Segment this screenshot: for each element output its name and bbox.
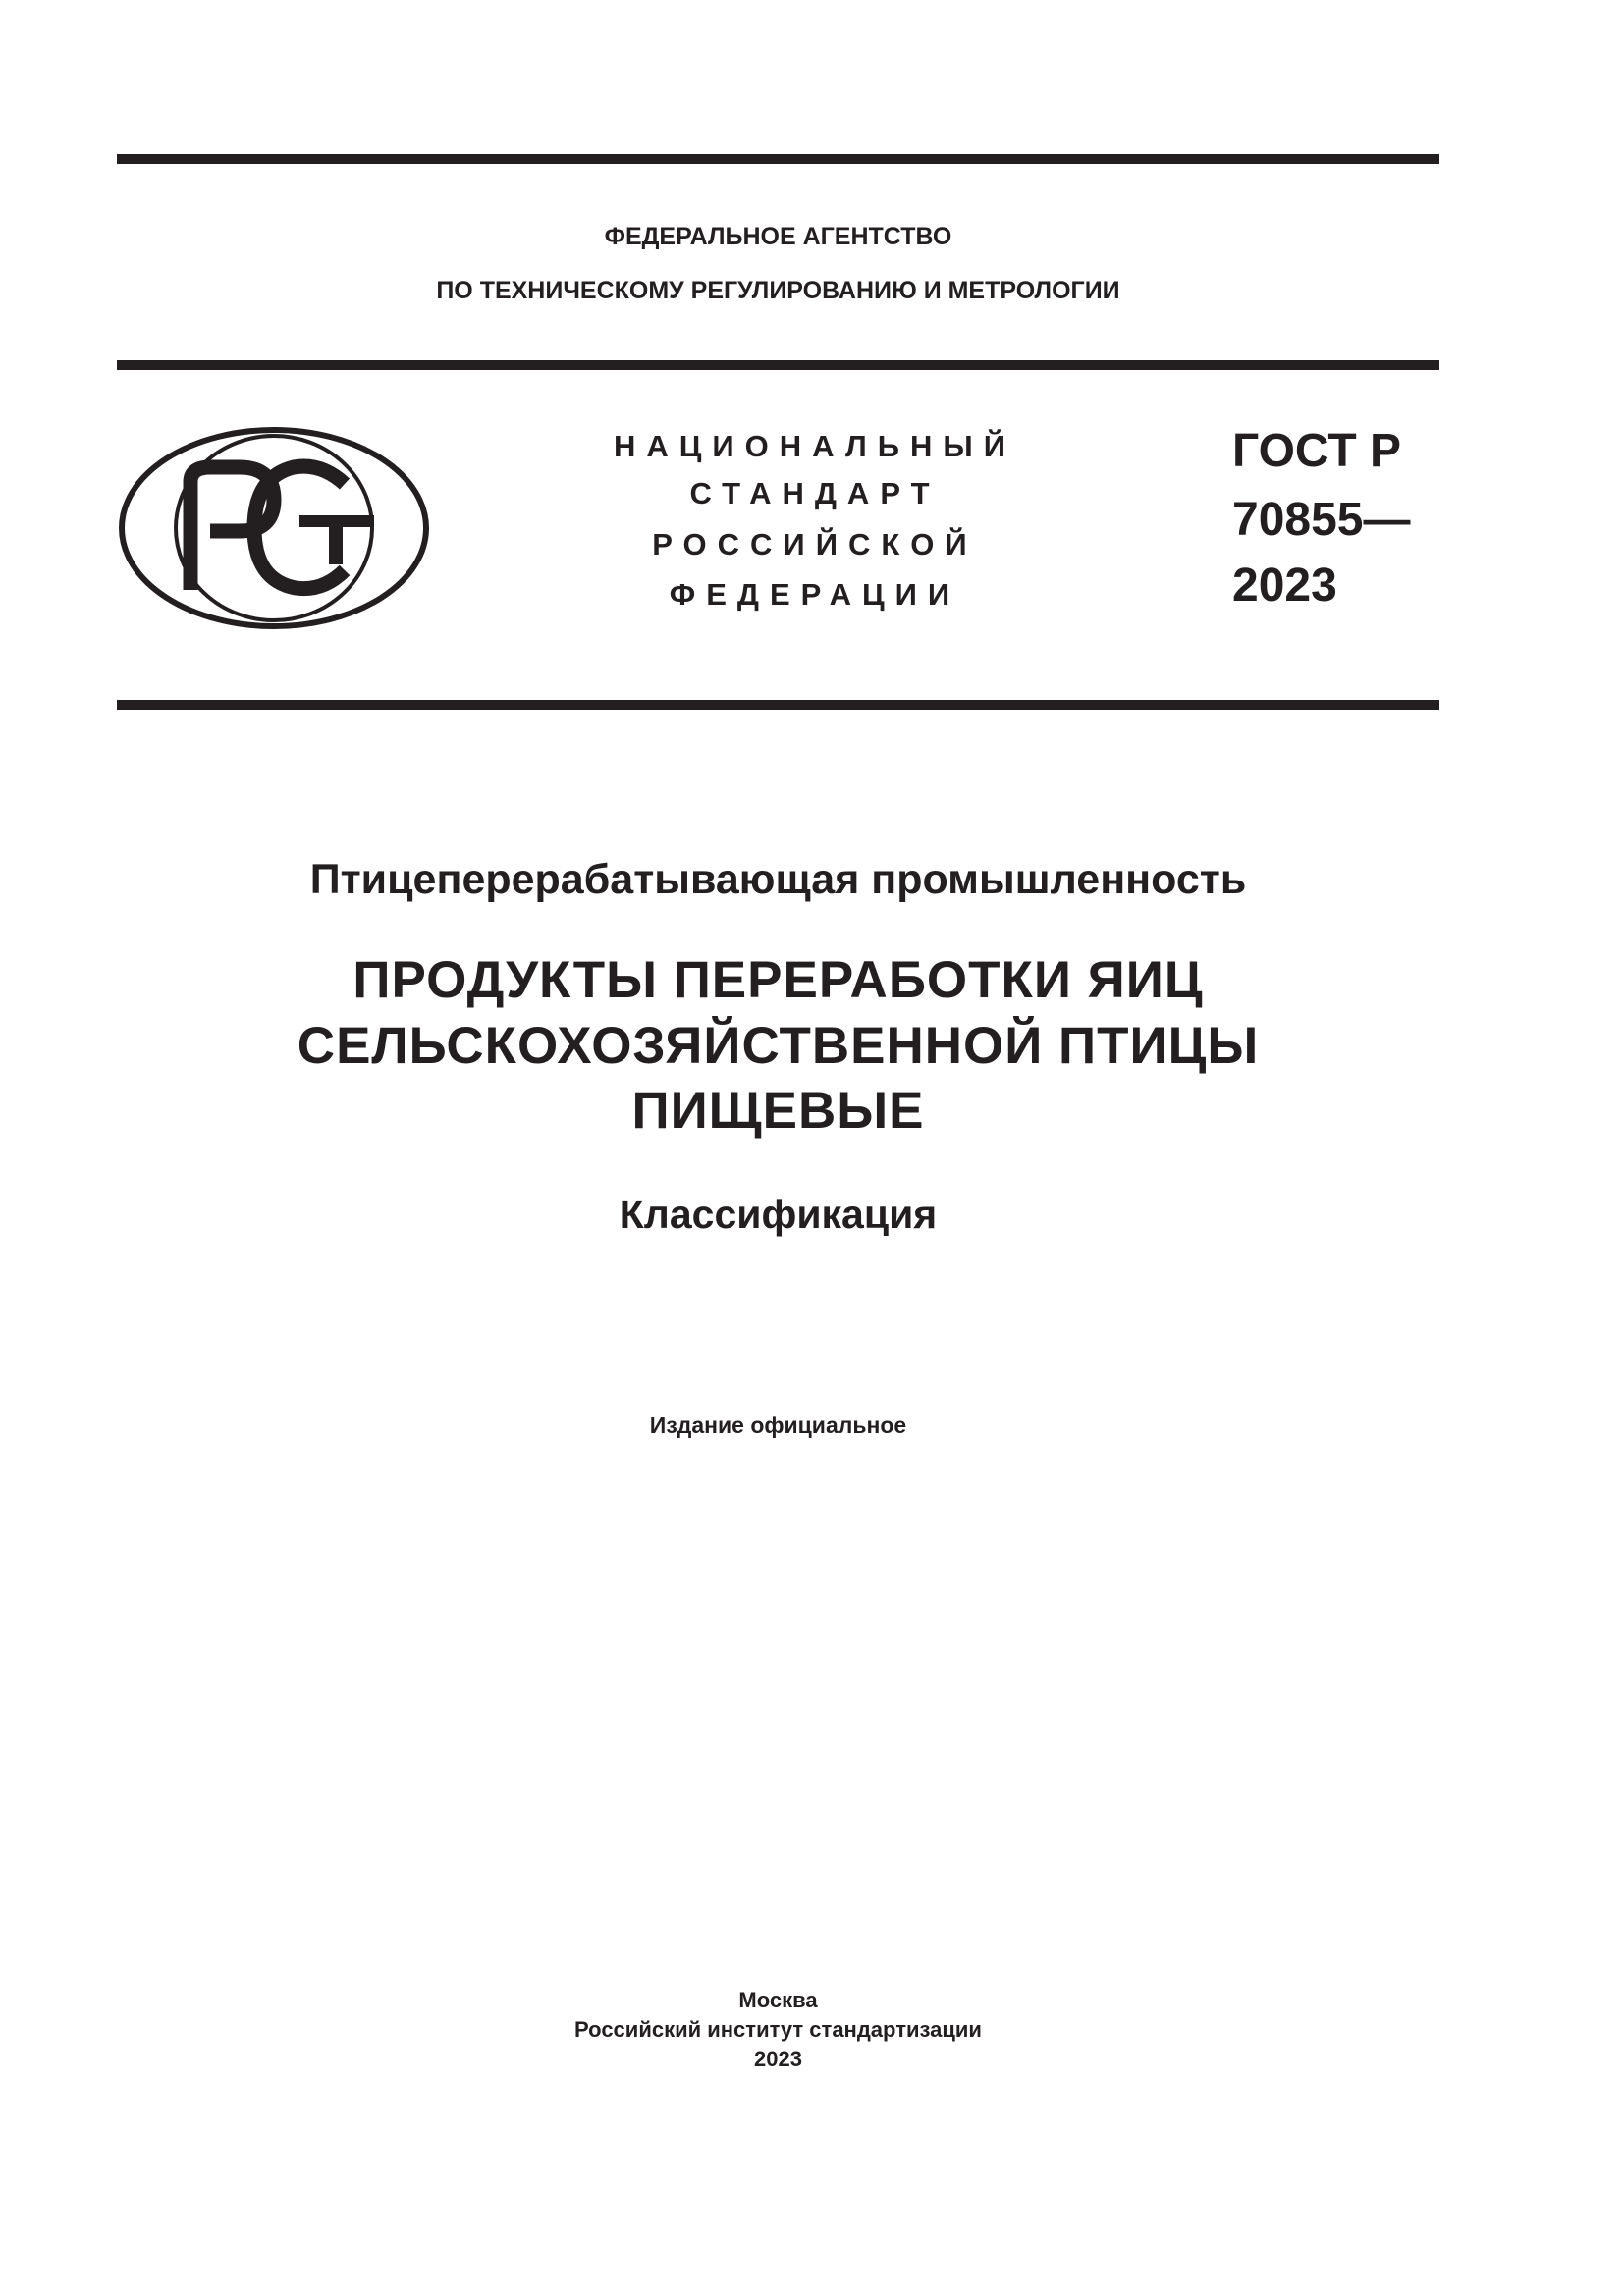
national-standard-line-4: ФЕДЕРАЦИИ <box>669 577 961 612</box>
header-rule <box>117 360 1439 370</box>
document-subtitle: Классификация <box>619 1192 938 1237</box>
agency-line-1: ФЕДЕРАЛЬНОЕ АГЕНТСТВО <box>604 223 952 250</box>
agency-line-2: ПО ТЕХНИЧЕСКОМУ РЕГУЛИРОВАНИЮ И МЕТРОЛОГИИ <box>436 277 1120 304</box>
gost-designation-line-1: ГОСТ Р <box>1232 425 1402 477</box>
subject-area: Птицеперерабатывающая промышленность <box>309 856 1247 903</box>
standard-block-rule <box>117 700 1439 710</box>
imprint-publisher: Российский институт стандартизации <box>574 2017 982 2042</box>
edition-note: Издание официальное <box>649 1413 907 1438</box>
document-title-line-1: ПРОДУКТЫ ПЕРЕРАБОТКИ ЯИЦ <box>352 951 1204 1009</box>
imprint-city: Москва <box>738 1988 818 2012</box>
document-title-line-2: СЕЛЬСКОХОЗЯЙСТВЕННОЙ ПТИЦЫ <box>297 1017 1260 1075</box>
rst-certification-mark-icon <box>117 423 431 634</box>
national-standard-line-2: СТАНДАРТ <box>689 476 941 510</box>
top-rule <box>117 154 1439 164</box>
gost-designation-line-3: 2023 <box>1232 560 1337 612</box>
gost-designation-line-2: 70855— <box>1232 494 1411 546</box>
imprint-year: 2023 <box>754 2047 802 2071</box>
national-standard-line-1: НАЦИОНАЛЬНЫЙ <box>613 429 1017 463</box>
national-standard-line-3: РОССИЙСКОЙ <box>652 527 978 561</box>
document-title-line-3: ПИЩЕВЫЕ <box>631 1082 925 1140</box>
